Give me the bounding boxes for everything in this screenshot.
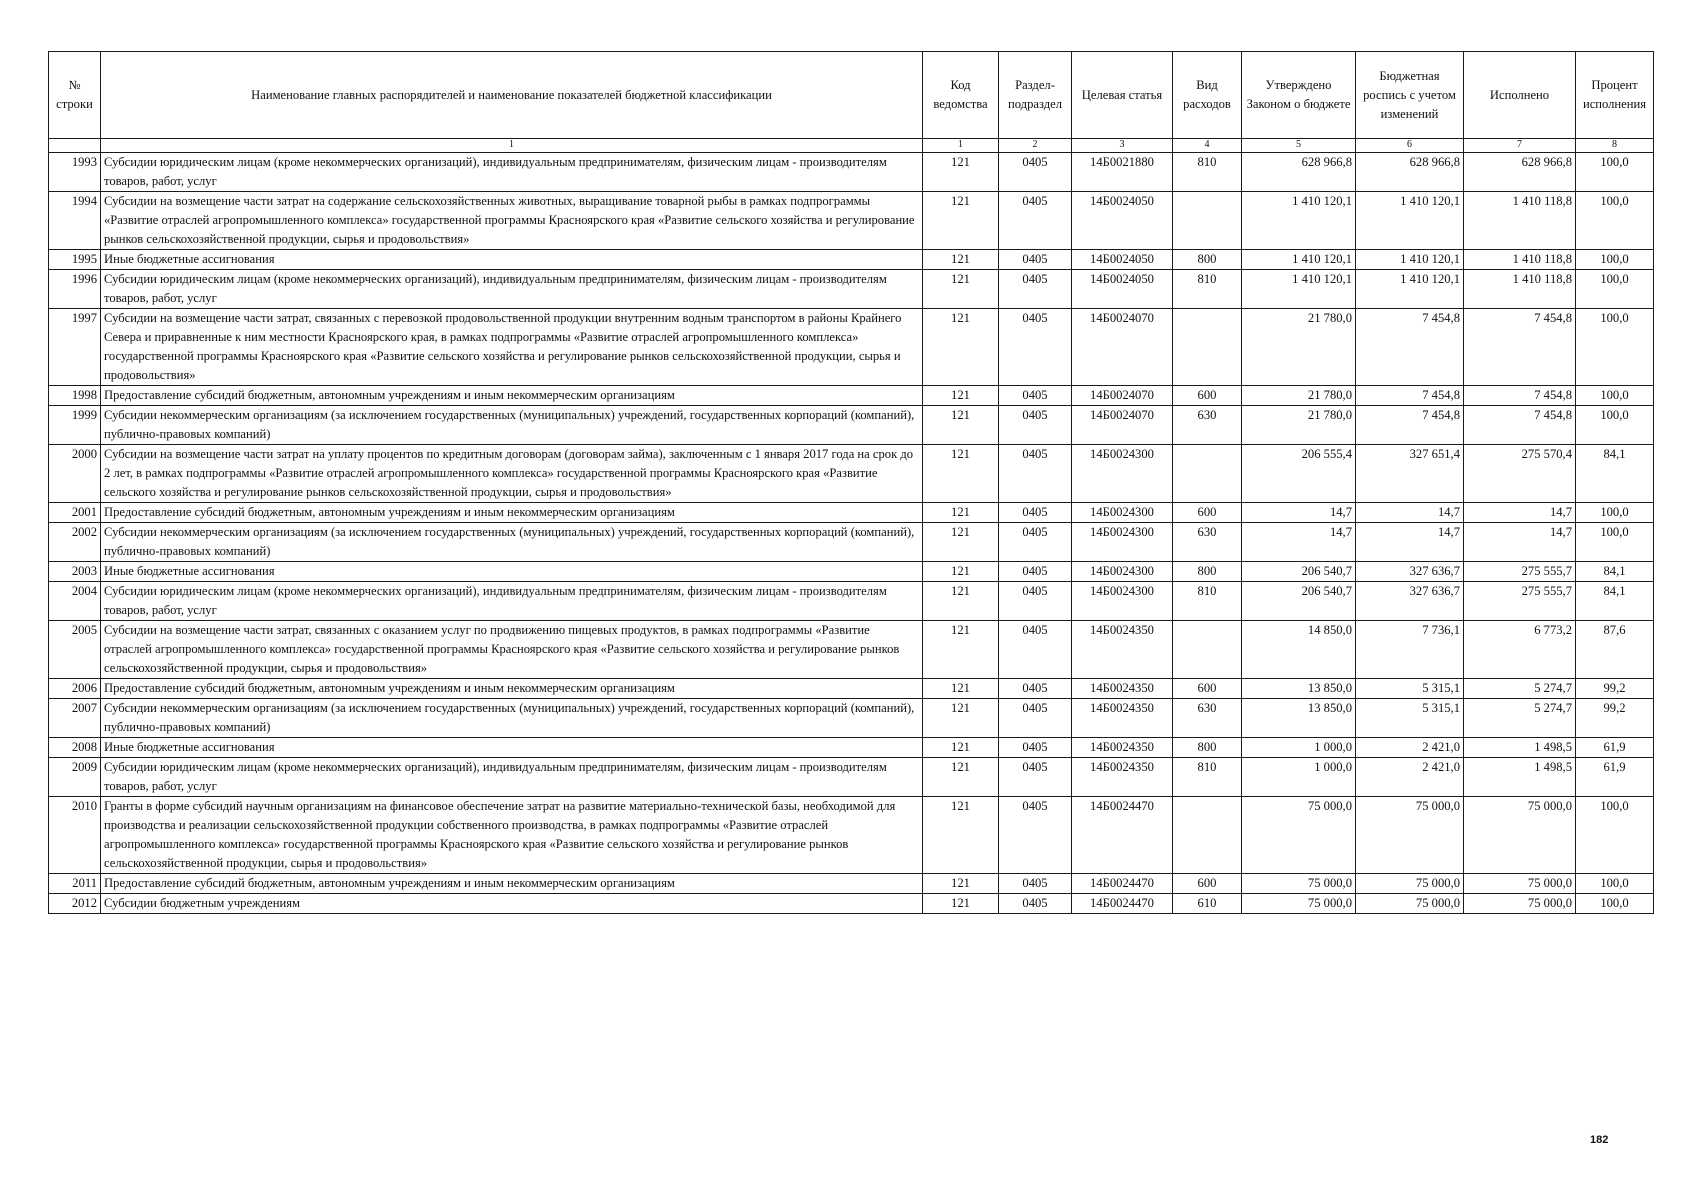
- row-section-code: 0405: [999, 309, 1072, 386]
- row-approved: 14 850,0: [1242, 621, 1356, 679]
- row-approved: 21 780,0: [1242, 406, 1356, 445]
- row-percent: 100,0: [1576, 797, 1654, 874]
- row-approved: 628 966,8: [1242, 153, 1356, 192]
- budget-table: [48, 51, 1654, 914]
- row-dept-code: 121: [923, 386, 999, 406]
- row-executed: 7 454,8: [1464, 309, 1576, 386]
- row-executed: 1 498,5: [1464, 758, 1576, 797]
- row-approved: 1 000,0: [1242, 738, 1356, 758]
- row-target-code: 14Б0024470: [1072, 874, 1173, 894]
- row-dept-code: 121: [923, 523, 999, 562]
- row-number: 1998: [49, 386, 101, 406]
- row-dept-code: 121: [923, 699, 999, 738]
- row-revised: 5 315,1: [1356, 699, 1464, 738]
- row-revised: 1 410 120,1: [1356, 250, 1464, 270]
- row-target-code: 14Б0024070: [1072, 406, 1173, 445]
- row-number: 2012: [49, 894, 101, 914]
- row-approved: 75 000,0: [1242, 797, 1356, 874]
- row-percent: 100,0: [1576, 270, 1654, 309]
- row-section-code: 0405: [999, 445, 1072, 503]
- row-target-code: 14Б0024050: [1072, 192, 1173, 250]
- row-percent: 100,0: [1576, 523, 1654, 562]
- row-revised: 75 000,0: [1356, 874, 1464, 894]
- table-row: [49, 386, 1654, 406]
- row-target-code: 14Б0024300: [1072, 503, 1173, 523]
- row-dept-code: 121: [923, 758, 999, 797]
- row-percent: 100,0: [1576, 192, 1654, 250]
- row-name: Субсидии юридическим лицам (кроме некоммерческих организаций), индивидуальным предпринимателям, физическим лицам - производителям товаров, работ, услуг: [101, 582, 923, 621]
- row-executed: 275 570,4: [1464, 445, 1576, 503]
- row-approved: 1 410 120,1: [1242, 250, 1356, 270]
- row-executed: 75 000,0: [1464, 874, 1576, 894]
- row-expense-type: 800: [1173, 250, 1242, 270]
- row-section-code: 0405: [999, 758, 1072, 797]
- table-row: [49, 562, 1654, 582]
- row-dept-code: 121: [923, 679, 999, 699]
- row-section-code: 0405: [999, 192, 1072, 250]
- row-executed: 6 773,2: [1464, 621, 1576, 679]
- row-target-code: 14Б0024300: [1072, 562, 1173, 582]
- row-approved: 13 850,0: [1242, 679, 1356, 699]
- row-section-code: 0405: [999, 679, 1072, 699]
- row-expense-type: 610: [1173, 894, 1242, 914]
- row-executed: 75 000,0: [1464, 797, 1576, 874]
- row-revised: 7 454,8: [1356, 406, 1464, 445]
- row-approved: 206 540,7: [1242, 562, 1356, 582]
- colnum-6: 5: [1242, 139, 1356, 153]
- row-number: 1995: [49, 250, 101, 270]
- row-number: 2008: [49, 738, 101, 758]
- row-approved: 14,7: [1242, 503, 1356, 523]
- colnum-8: 7: [1464, 139, 1576, 153]
- row-expense-type: 630: [1173, 523, 1242, 562]
- row-executed: 5 274,7: [1464, 679, 1576, 699]
- row-percent: 100,0: [1576, 386, 1654, 406]
- row-number: 2010: [49, 797, 101, 874]
- row-dept-code: 121: [923, 445, 999, 503]
- row-dept-code: 121: [923, 192, 999, 250]
- row-number: 2000: [49, 445, 101, 503]
- row-revised: 327 651,4: [1356, 445, 1464, 503]
- row-percent: 100,0: [1576, 503, 1654, 523]
- row-target-code: 14Б0024350: [1072, 758, 1173, 797]
- row-revised: 628 966,8: [1356, 153, 1464, 192]
- row-number: 2002: [49, 523, 101, 562]
- row-number: 2005: [49, 621, 101, 679]
- colnum-7: 6: [1356, 139, 1464, 153]
- row-executed: 275 555,7: [1464, 562, 1576, 582]
- row-revised: 14,7: [1356, 503, 1464, 523]
- row-approved: 1 410 120,1: [1242, 270, 1356, 309]
- row-revised: 2 421,0: [1356, 738, 1464, 758]
- row-name: Субсидии юридическим лицам (кроме некоммерческих организаций), индивидуальным предпринимателям, физическим лицам - производителям товаров, работ, услуг: [101, 270, 923, 309]
- row-expense-type: 600: [1173, 874, 1242, 894]
- row-name: Субсидии на возмещение части затрат, связанных с перевозкой продовольственной продукции внутренним водным транспортом в районы Крайнего Севера и приравненные к ним местности Красноярского края, в рамках подпрограммы «Развитие отраслей агропромышленного комплекса» государственной программы Красноярского края «Развитие сельского хозяйства и регулирование рынков сельскохозяйственной продукции, сырья и продовольствия»: [101, 309, 923, 386]
- row-approved: 14,7: [1242, 523, 1356, 562]
- row-target-code: 14Б0024050: [1072, 250, 1173, 270]
- row-executed: 5 274,7: [1464, 699, 1576, 738]
- row-number: 1996: [49, 270, 101, 309]
- row-expense-type: 630: [1173, 406, 1242, 445]
- colnum-1: 1: [101, 139, 923, 153]
- header-exp-type: Вид расходов: [1173, 52, 1242, 139]
- header-dept: Код ведомства: [923, 52, 999, 139]
- row-revised: 5 315,1: [1356, 679, 1464, 699]
- row-dept-code: 121: [923, 621, 999, 679]
- row-expense-type: 800: [1173, 562, 1242, 582]
- row-section-code: 0405: [999, 406, 1072, 445]
- header-name: Наименование главных распорядителей и наименование показателей бюджетной классификации: [101, 52, 923, 139]
- table-row: [49, 894, 1654, 914]
- row-expense-type: [1173, 309, 1242, 386]
- row-approved: 21 780,0: [1242, 309, 1356, 386]
- row-target-code: 14Б0024470: [1072, 797, 1173, 874]
- row-executed: 14,7: [1464, 503, 1576, 523]
- row-approved: 13 850,0: [1242, 699, 1356, 738]
- row-number: 2006: [49, 679, 101, 699]
- row-percent: 100,0: [1576, 153, 1654, 192]
- row-dept-code: 121: [923, 153, 999, 192]
- row-expense-type: [1173, 797, 1242, 874]
- row-expense-type: [1173, 192, 1242, 250]
- row-number: 1993: [49, 153, 101, 192]
- row-dept-code: 121: [923, 309, 999, 386]
- row-number: 1994: [49, 192, 101, 250]
- row-section-code: 0405: [999, 874, 1072, 894]
- row-name: Предоставление субсидий бюджетным, автономным учреждениям и иным некоммерческим организациям: [101, 386, 923, 406]
- row-percent: 84,1: [1576, 445, 1654, 503]
- row-section-code: 0405: [999, 503, 1072, 523]
- row-revised: 2 421,0: [1356, 758, 1464, 797]
- row-target-code: 14Б0024070: [1072, 309, 1173, 386]
- row-expense-type: 810: [1173, 758, 1242, 797]
- row-section-code: 0405: [999, 738, 1072, 758]
- colnum-4: 3: [1072, 139, 1173, 153]
- row-dept-code: 121: [923, 562, 999, 582]
- row-target-code: 14Б0024350: [1072, 679, 1173, 699]
- row-revised: 327 636,7: [1356, 582, 1464, 621]
- table-row: [49, 309, 1654, 386]
- row-dept-code: 121: [923, 270, 999, 309]
- table-row: [49, 582, 1654, 621]
- row-approved: 1 000,0: [1242, 758, 1356, 797]
- row-name: Иные бюджетные ассигнования: [101, 250, 923, 270]
- row-executed: 75 000,0: [1464, 894, 1576, 914]
- row-dept-code: 121: [923, 250, 999, 270]
- table-row: [49, 270, 1654, 309]
- row-target-code: 14Б0024350: [1072, 621, 1173, 679]
- row-revised: 1 410 120,1: [1356, 270, 1464, 309]
- row-expense-type: 810: [1173, 153, 1242, 192]
- row-approved: 206 540,7: [1242, 582, 1356, 621]
- row-percent: 61,9: [1576, 758, 1654, 797]
- row-name: Субсидии юридическим лицам (кроме некоммерческих организаций), индивидуальным предпринимателям, физическим лицам - производителям товаров, работ, услуг: [101, 153, 923, 192]
- row-expense-type: 810: [1173, 582, 1242, 621]
- table-row: [49, 153, 1654, 192]
- colnum-3: 2: [999, 139, 1072, 153]
- table-row: [49, 523, 1654, 562]
- row-expense-type: 600: [1173, 503, 1242, 523]
- row-revised: 7 454,8: [1356, 386, 1464, 406]
- row-revised: 1 410 120,1: [1356, 192, 1464, 250]
- row-revised: 327 636,7: [1356, 562, 1464, 582]
- row-name: Субсидии некоммерческим организациям (за исключением государственных (муниципальных) учреждений, государственных корпораций (компаний), публично-правовых компаний): [101, 406, 923, 445]
- row-section-code: 0405: [999, 562, 1072, 582]
- row-section-code: 0405: [999, 250, 1072, 270]
- row-percent: 100,0: [1576, 894, 1654, 914]
- row-executed: 1 410 118,8: [1464, 250, 1576, 270]
- colnum-0: [49, 139, 101, 153]
- row-expense-type: 810: [1173, 270, 1242, 309]
- header-row-no: № строки: [49, 52, 101, 139]
- table-row: [49, 406, 1654, 445]
- row-target-code: 14Б0024300: [1072, 582, 1173, 621]
- row-number: 1997: [49, 309, 101, 386]
- header-target: Целевая статья: [1072, 52, 1173, 139]
- table-row: [49, 679, 1654, 699]
- row-section-code: 0405: [999, 153, 1072, 192]
- table-row: [49, 758, 1654, 797]
- table-row: [49, 699, 1654, 738]
- row-approved: 1 410 120,1: [1242, 192, 1356, 250]
- row-revised: 75 000,0: [1356, 797, 1464, 874]
- table-row: [49, 250, 1654, 270]
- row-revised: 7 736,1: [1356, 621, 1464, 679]
- row-percent: 100,0: [1576, 250, 1654, 270]
- row-dept-code: 121: [923, 582, 999, 621]
- row-name: Субсидии бюджетным учреждениям: [101, 894, 923, 914]
- row-name: Иные бюджетные ассигнования: [101, 738, 923, 758]
- header-revised: Бюджетная роспись с учетом изменений: [1356, 52, 1464, 139]
- row-expense-type: [1173, 621, 1242, 679]
- table-row: [49, 797, 1654, 874]
- row-section-code: 0405: [999, 582, 1072, 621]
- row-revised: 14,7: [1356, 523, 1464, 562]
- row-target-code: 14Б0024070: [1072, 386, 1173, 406]
- row-number: 2003: [49, 562, 101, 582]
- table-body: [49, 139, 1654, 914]
- row-number: 2007: [49, 699, 101, 738]
- table-row: [49, 192, 1654, 250]
- table-row: [49, 874, 1654, 894]
- row-name: Субсидии на возмещение части затрат, связанных с оказанием услуг по продвижению пищевых продуктов, в рамках подпрограммы «Развитие отраслей агропромышленного комплекса» государственной программы Красноярского края «Развитие сельского хозяйства и регулирование рынков сельскохозяйственной продукции, сырья и продовольствия»: [101, 621, 923, 679]
- header-section: Раздел-подраздел: [999, 52, 1072, 139]
- row-section-code: 0405: [999, 894, 1072, 914]
- row-expense-type: 800: [1173, 738, 1242, 758]
- row-section-code: 0405: [999, 797, 1072, 874]
- header-row: [49, 52, 1654, 139]
- row-revised: 75 000,0: [1356, 894, 1464, 914]
- column-number-row: [49, 139, 1654, 153]
- row-section-code: 0405: [999, 523, 1072, 562]
- row-target-code: 14Б0024050: [1072, 270, 1173, 309]
- row-executed: 7 454,8: [1464, 406, 1576, 445]
- row-expense-type: 600: [1173, 679, 1242, 699]
- row-percent: 87,6: [1576, 621, 1654, 679]
- row-name: Субсидии юридическим лицам (кроме некоммерческих организаций), индивидуальным предпринимателям, физическим лицам - производителям товаров, работ, услуг: [101, 758, 923, 797]
- row-approved: 75 000,0: [1242, 874, 1356, 894]
- row-section-code: 0405: [999, 270, 1072, 309]
- header-approved: Утверждено Законом о бюджете: [1242, 52, 1356, 139]
- row-name: Гранты в форме субсидий научным организациям на финансовое обеспечение затрат на развитие материально-технической базы, необходимой для производства и реализации сельскохозяйственной продукции собственного производства, в рамках подпрограммы «Развитие отраслей агропромышленного комплекса» государственной программы Красноярского края «Развитие сельского хозяйства и регулирование рынков сельскохозяйственной продукции, сырья и продовольствия»: [101, 797, 923, 874]
- page-number: 182: [1590, 1134, 1609, 1146]
- row-approved: 75 000,0: [1242, 894, 1356, 914]
- row-number: 2009: [49, 758, 101, 797]
- row-number: 2004: [49, 582, 101, 621]
- row-expense-type: 600: [1173, 386, 1242, 406]
- row-name: Предоставление субсидий бюджетным, автономным учреждениям и иным некоммерческим организациям: [101, 503, 923, 523]
- row-number: 2011: [49, 874, 101, 894]
- table-row: [49, 738, 1654, 758]
- row-percent: 99,2: [1576, 699, 1654, 738]
- table-row: [49, 445, 1654, 503]
- row-approved: 21 780,0: [1242, 386, 1356, 406]
- row-name: Предоставление субсидий бюджетным, автономным учреждениям и иным некоммерческим организациям: [101, 679, 923, 699]
- row-name: Иные бюджетные ассигнования: [101, 562, 923, 582]
- row-expense-type: [1173, 445, 1242, 503]
- row-percent: 84,1: [1576, 582, 1654, 621]
- row-name: Субсидии на возмещение части затрат на уплату процентов по кредитным договорам (договорам займа), заключенным с 1 января 2017 года на срок до 2 лет, в рамках подпрограммы «Развитие отраслей агропромышленного комплекса» государственной программы Красноярского края «Развитие сельского хозяйства и регулирование рынков сельскохозяйственной продукции, сырья и продовольствия»: [101, 445, 923, 503]
- row-executed: 1 410 118,8: [1464, 192, 1576, 250]
- row-section-code: 0405: [999, 386, 1072, 406]
- row-dept-code: 121: [923, 738, 999, 758]
- colnum-2: 1: [923, 139, 999, 153]
- row-section-code: 0405: [999, 621, 1072, 679]
- row-executed: 1 498,5: [1464, 738, 1576, 758]
- row-dept-code: 121: [923, 874, 999, 894]
- row-name: Субсидии на возмещение части затрат на содержание сельскохозяйственных животных, выращивание товарной рыбы в рамках подпрограммы «Развитие отраслей агропромышленного комплекса» государственной программы Красноярского края «Развитие сельского хозяйства и регулирование рынков сельскохозяйственной продукции, сырья и продовольствия»: [101, 192, 923, 250]
- budget-sheet: [48, 51, 1654, 914]
- table-row: [49, 503, 1654, 523]
- row-percent: 100,0: [1576, 406, 1654, 445]
- row-executed: 1 410 118,8: [1464, 270, 1576, 309]
- row-approved: 206 555,4: [1242, 445, 1356, 503]
- row-name: Субсидии некоммерческим организациям (за исключением государственных (муниципальных) учреждений, государственных корпораций (компаний), публично-правовых компаний): [101, 523, 923, 562]
- row-percent: 84,1: [1576, 562, 1654, 582]
- row-percent: 99,2: [1576, 679, 1654, 699]
- row-dept-code: 121: [923, 797, 999, 874]
- table-row: [49, 621, 1654, 679]
- row-executed: 275 555,7: [1464, 582, 1576, 621]
- row-number: 1999: [49, 406, 101, 445]
- row-target-code: 14Б0024350: [1072, 699, 1173, 738]
- header-executed: Исполнено: [1464, 52, 1576, 139]
- row-percent: 61,9: [1576, 738, 1654, 758]
- row-dept-code: 121: [923, 894, 999, 914]
- row-number: 2001: [49, 503, 101, 523]
- row-percent: 100,0: [1576, 874, 1654, 894]
- row-executed: 14,7: [1464, 523, 1576, 562]
- row-executed: 628 966,8: [1464, 153, 1576, 192]
- header-percent: Процент исполнения: [1576, 52, 1654, 139]
- colnum-9: 8: [1576, 139, 1654, 153]
- row-target-code: 14Б0024300: [1072, 523, 1173, 562]
- row-target-code: 14Б0024470: [1072, 894, 1173, 914]
- row-target-code: 14Б0024300: [1072, 445, 1173, 503]
- colnum-5: 4: [1173, 139, 1242, 153]
- row-name: Предоставление субсидий бюджетным, автономным учреждениям и иным некоммерческим организациям: [101, 874, 923, 894]
- row-target-code: 14Б0024350: [1072, 738, 1173, 758]
- row-revised: 7 454,8: [1356, 309, 1464, 386]
- row-target-code: 14Б0021880: [1072, 153, 1173, 192]
- row-section-code: 0405: [999, 699, 1072, 738]
- row-expense-type: 630: [1173, 699, 1242, 738]
- row-dept-code: 121: [923, 406, 999, 445]
- row-percent: 100,0: [1576, 309, 1654, 386]
- row-executed: 7 454,8: [1464, 386, 1576, 406]
- row-name: Субсидии некоммерческим организациям (за исключением государственных (муниципальных) учреждений, государственных корпораций (компаний), публично-правовых компаний): [101, 699, 923, 738]
- row-dept-code: 121: [923, 503, 999, 523]
